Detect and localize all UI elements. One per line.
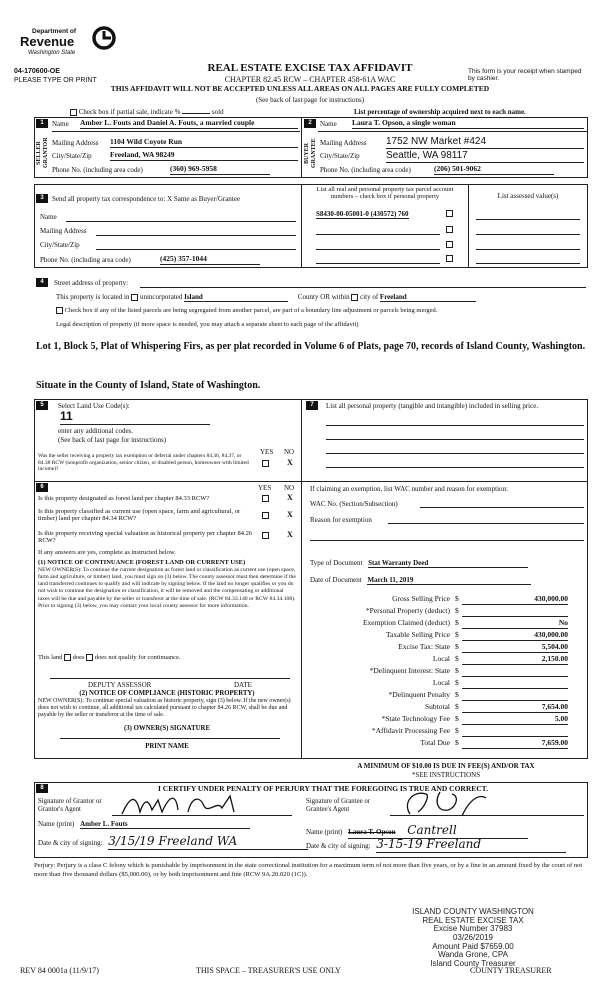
s6-q1: Is this property designated as forest land per chapter 84.33 RCW? xyxy=(38,495,210,502)
amount-value[interactable] xyxy=(462,607,568,617)
section-3-badge: 3 xyxy=(36,194,48,203)
seller-address-label: Mailing Address xyxy=(52,139,99,147)
section-1-badge: 1 xyxy=(36,119,48,128)
street-field[interactable] xyxy=(140,287,586,288)
land-use-label: Select Land Use Code(s): xyxy=(58,402,130,410)
city-of-checkbox[interactable] xyxy=(351,294,358,301)
section-4-badge: 4 xyxy=(36,278,48,287)
seller-phone-label: Phone No. (including area code) xyxy=(52,166,143,174)
certify-text: I CERTIFY UNDER PENALTY OF PERJURY THAT THE FOREGOING IS TRUE AND CORRECT. xyxy=(157,784,488,793)
amount-row: Gross Selling Price $ 430,000.00 xyxy=(392,594,568,603)
amount-value[interactable]: 5.00 xyxy=(462,715,568,725)
amount-label: Local xyxy=(432,678,450,687)
amount-value[interactable]: 2,150.00 xyxy=(462,655,568,665)
buyer-phone[interactable]: (206) 501-9062 xyxy=(434,165,554,175)
notice2-title: (2) NOTICE OF COMPLIANCE (HISTORIC PROPERTY) xyxy=(79,690,255,697)
if-any-yes: If any answers are yes, complete as instructed below. xyxy=(38,549,176,556)
stamp-line-6: Wanda Grone, CPA xyxy=(438,950,508,960)
doc-date-row xyxy=(310,576,531,585)
grantee-date-label: Date & city of signing: xyxy=(306,842,371,850)
deputy-signature-line[interactable] xyxy=(50,678,290,679)
buyer-phone-label: Phone No. (including area code) xyxy=(320,166,411,174)
parcel-1-checkbox[interactable] xyxy=(446,210,453,217)
s6-q2-yes-checkbox[interactable] xyxy=(262,512,269,519)
buyer-name-label: Name xyxy=(320,120,337,128)
amount-row: Excise Tax: State $ 5,504.00 xyxy=(398,642,568,651)
grantee-signature-icon xyxy=(400,788,510,822)
seller-phone[interactable]: (360) 969-5958 xyxy=(170,165,270,175)
unincorporated-label: unincorporated xyxy=(139,293,183,301)
amount-label: Subtotal xyxy=(424,702,450,711)
amount-label: *Personal Property (deduct) xyxy=(365,606,450,615)
corr-phone-label: Phone No. (including area code) xyxy=(40,256,131,264)
print-name-line[interactable] xyxy=(60,738,280,739)
section-2-badge: 2 xyxy=(304,119,316,128)
grantee-print-label: Name (print) xyxy=(306,828,343,836)
doc-date-value[interactable]: March 11, 2019 xyxy=(367,576,531,585)
exempt-yes-checkbox[interactable] xyxy=(262,460,269,467)
amount-row: Local $ xyxy=(310,679,570,690)
treasurer-use-label: THIS SPACE – TREASURER'S USE ONLY xyxy=(196,966,341,975)
seller-city-label: City/State/Zip xyxy=(52,152,92,160)
corr-phone[interactable]: (425) 357-1044 xyxy=(160,255,260,265)
grantor-sig-label: Signature of Grantor or Grantor's Agent xyxy=(38,798,102,813)
s6-q3-no-answer[interactable]: X xyxy=(287,530,293,539)
amount-row: Local $ 2,150.00 xyxy=(432,654,568,663)
logo-sub-text: Washington State xyxy=(28,50,76,56)
form-number: 04-170600-OE xyxy=(14,68,60,75)
amount-value[interactable]: 430,000.00 xyxy=(462,631,568,641)
same-as-buyer-option[interactable]: X Same as Buyer/Grantee xyxy=(167,195,240,203)
corr-name-label: Name xyxy=(40,213,57,221)
parcel-2-checkbox[interactable] xyxy=(446,226,453,233)
print-name-label: PRINT NAME xyxy=(145,743,189,750)
treasurer-stamp xyxy=(388,908,558,968)
wac-note: If claiming an exemption, list WAC number and reason for exemption: xyxy=(310,485,508,493)
doc-type-label: Type of Document xyxy=(310,559,363,567)
exempt-question: Was the seller receiving a property tax exemption or deferral under chapters 84.36, 84.37, or 84.38 RCW (nonprofit organization, senior citizen, or disabled person, homeowner with limited income)? xyxy=(38,453,249,473)
buyer-name[interactable]: Laura T. Opson, a single woman xyxy=(352,119,584,129)
seller-side-label: SELLER GRANTOR xyxy=(36,137,49,169)
legal-description: Lot 1, Block 5, Plat of Whispering Firs, as per plat recorded in Volume 6 of Plats, page 70, records of Island County, Washington. xyxy=(36,341,586,352)
s6-q3: Is this property receiving special valuation as historical property per chapter 84.26 RCW? xyxy=(38,530,253,545)
unincorporated-checkbox[interactable] xyxy=(131,294,138,301)
logo-top-text: Department of xyxy=(32,28,77,35)
section-8-badge: 8 xyxy=(36,784,48,793)
parcel-heading: List all real and personal property tax parcel account numbers – check box if personal property xyxy=(316,186,454,201)
stamp-line-3: Excise Number 37983 xyxy=(433,924,513,934)
amount-label: Excise Tax: State xyxy=(398,642,450,651)
buyer-address-label: Mailing Address xyxy=(320,139,367,147)
ownership-note: List percentage of ownership acquired next to each name. xyxy=(354,108,526,116)
rev-number: REV 84 0001a (11/9/17) xyxy=(20,966,99,975)
logo-main-text: Revenue xyxy=(20,34,75,49)
notice2-body: NEW OWNER(S): To continue special valuation as historic property, sign (3) below. If the new owner(s) does not wish to continue, all additional tax calculated pursuant to chapter 84.26 RCW, shall be due and payable by the seller or transferor at the time of sale. xyxy=(38,698,291,719)
s6-q3-yes-checkbox[interactable] xyxy=(262,532,269,539)
buyer-address[interactable]: 1752 NW Market #424 xyxy=(386,136,584,149)
amount-row: Total Due $ 7,659.00 xyxy=(420,738,568,747)
stamp-line-4: 03/26/2019 xyxy=(452,932,494,942)
grantor-print-row xyxy=(38,820,250,829)
doc-type-value[interactable]: Stat Warranty Deed xyxy=(368,559,528,568)
partial-sale-label: Check box if partial sale, indicate % xyxy=(78,108,181,116)
personal-property-label: List all personal property (tangible and intangible) included in selling price. xyxy=(326,402,539,410)
amount-row: *State Technology Fee $ 5.00 xyxy=(381,714,568,723)
exempt-no-heading: NO xyxy=(284,448,295,456)
see-back-note: (See back of last page for instructions) xyxy=(255,96,365,104)
grantee-sig-label: Signature of Grantee or Grantee's Agent xyxy=(306,798,370,813)
corr-address-label: Mailing Address xyxy=(40,227,87,235)
amount-label: Total Due xyxy=(420,738,450,747)
partial-sale-checkbox[interactable] xyxy=(70,109,77,116)
buyer-city-label: City/State/Zip xyxy=(320,152,360,160)
seller-city[interactable]: Freeland, WA 98249 xyxy=(110,151,298,161)
parcel-4-checkbox[interactable] xyxy=(446,255,453,262)
form-warning: THIS AFFIDAVIT WILL NOT BE ACCEPTED UNLESS ALL AREAS ON ALL PAGES ARE FULLY COMPLETED xyxy=(110,84,490,93)
situate-text: Situate in the County of Island, State of Washington. xyxy=(36,380,261,391)
located-in-label: This property is located in xyxy=(56,293,130,301)
grantee-print-name[interactable]: Laura T. Opson xyxy=(348,828,396,836)
land-use-see-back: (See back of last page for instructions) xyxy=(58,436,167,444)
does-checkbox[interactable] xyxy=(64,654,71,661)
city-of-label: city of xyxy=(360,293,379,301)
does-label: does xyxy=(72,654,85,661)
does-not-checkbox[interactable] xyxy=(86,654,93,661)
amount-value[interactable] xyxy=(462,679,568,689)
s6-yes-heading: YES xyxy=(258,484,272,492)
amount-value[interactable] xyxy=(462,691,568,701)
exempt-no-answer[interactable]: X xyxy=(287,458,293,467)
grantor-date-label: Date & city of signing: xyxy=(38,839,103,847)
located-row xyxy=(56,293,586,302)
grantor-signature-icon xyxy=(118,792,258,818)
s6-q2-no-answer[interactable]: X xyxy=(287,510,293,519)
partial-sale-row xyxy=(70,108,224,116)
amount-value[interactable]: 7,659.00 xyxy=(462,739,568,749)
amount-value[interactable] xyxy=(462,667,568,677)
parcel-3-checkbox[interactable] xyxy=(446,241,453,248)
doc-type-row xyxy=(310,559,528,568)
reason-field[interactable] xyxy=(388,523,584,524)
corr-city-label: City/State/Zip xyxy=(40,241,80,249)
exempt-yes-heading: YES xyxy=(260,448,274,456)
amount-row: Subtotal $ 7,654.00 xyxy=(424,702,568,711)
doc-date-label: Date of Document xyxy=(310,576,362,584)
amount-row: Exemption Claimed (deduct) $ No xyxy=(362,618,568,627)
wa-logo-icon xyxy=(92,26,116,50)
partial-sale-pct-field[interactable] xyxy=(182,113,210,114)
amount-value[interactable] xyxy=(462,727,568,737)
s6-q1-yes-checkbox[interactable] xyxy=(262,495,269,502)
owner-signature-label: (3) OWNER(S) SIGNATURE xyxy=(124,725,210,732)
buyer-city[interactable]: Seattle, WA 98117 xyxy=(386,150,584,163)
form-title: REAL ESTATE EXCISE TAX AFFIDAVIT xyxy=(207,62,413,74)
amount-row: Taxable Selling Price $ 430,000.00 xyxy=(385,630,568,639)
stamp-line-5: Amount Paid $7659.00 xyxy=(432,941,514,951)
s6-q1-no-answer[interactable]: X xyxy=(287,493,293,502)
segregated-checkbox[interactable] xyxy=(56,307,63,314)
correspondence-heading-text: Send all property tax correspondence to: xyxy=(52,195,166,203)
county-value[interactable]: Island xyxy=(184,293,288,302)
perjury-note: Perjury: Perjury is a class C felony which is punishable by imprisonment in the state correctional institution for a maximum term of not more than five years, or by a fine in an amount fixed by the court of not more than five thousand dollars ($5,000.00), or by both imprisonment and fine (RCW 9A.20.020 (1C)). xyxy=(34,862,583,878)
grantor-date-row xyxy=(38,835,308,850)
partial-sold-label: sold xyxy=(211,108,224,116)
deputy-label: DEPUTY ASSESSOR xyxy=(88,681,152,689)
this-land-label: This land xyxy=(38,654,63,661)
amount-label: Exemption Claimed (deduct) xyxy=(362,618,450,627)
amount-value[interactable]: 7,654.00 xyxy=(462,703,568,713)
amount-row: *Delinquent Interest: State $ xyxy=(310,667,570,678)
amount-value[interactable]: No xyxy=(462,619,568,629)
correspondence-heading xyxy=(52,195,240,203)
amount-label: *Affidavit Processing Fee xyxy=(371,726,450,735)
does-not-label: does not qualify for continuance. xyxy=(94,654,181,661)
seller-name-label: Name xyxy=(52,120,69,128)
grantor-print-label: Name (print) xyxy=(38,820,75,828)
minimum-note: A MINIMUM OF $10.00 IS DUE IN FEE(S) AND/OR TAX xyxy=(357,762,535,770)
amount-label: Taxable Selling Price xyxy=(385,630,450,639)
legal-note: Legal description of property (if more space is needed, you may attach a separate sheet to each page of the affidavit) xyxy=(56,321,359,328)
amount-label: *Delinquent Interest: State xyxy=(369,666,450,675)
seller-name[interactable]: Amber L. Fouts and Daniel A. Fouts, a married couple xyxy=(80,119,298,129)
grantee-date-row xyxy=(306,838,566,853)
section-6-badge: 6 xyxy=(36,483,48,492)
segregated-note: Check box if any of the listed parcels are being segregated from another parcel, are part of a boundary line adjustment or parcels being merged. xyxy=(64,307,438,314)
assessed-heading: List assessed value(s) xyxy=(497,192,559,200)
city-value[interactable]: Freeland xyxy=(380,293,476,302)
land-use-code[interactable]: 11 xyxy=(60,410,210,425)
reason-label: Reason for exemption xyxy=(310,516,372,524)
stamp-line-1: ISLAND COUNTY WASHINGTON xyxy=(412,907,534,916)
amount-row: *Affidavit Processing Fee $ xyxy=(310,727,570,738)
notice1-title: (1) NOTICE OF CONTINUANCE (FOREST LAND OR CURRENT USE) xyxy=(38,559,246,566)
s6-no-heading: NO xyxy=(284,484,295,492)
amount-value[interactable]: 430,000.00 xyxy=(462,595,568,605)
grantor-date-value[interactable]: 3/15/19 Freeland WA xyxy=(108,835,308,850)
grantor-print-name[interactable]: Amber L. Fouts xyxy=(80,820,250,829)
amount-label: Local xyxy=(432,654,450,663)
grantee-print-hand: Cantrell xyxy=(407,823,457,837)
deputy-date-label: DATE xyxy=(234,681,252,689)
receipt-note: This form is your receipt when stamped by cashier. xyxy=(468,68,582,83)
see-instructions: *SEE INSTRUCTIONS xyxy=(411,771,481,779)
amount-row: *Delinquent Penalty $ xyxy=(310,691,570,702)
segregated-row xyxy=(56,307,586,314)
section-5-badge: 5 xyxy=(36,401,48,410)
buyer-side-label: BUYER GRANTEE xyxy=(304,138,317,168)
stamp-line-7: Island County Treasurer xyxy=(430,958,516,968)
wac-field[interactable] xyxy=(420,507,584,508)
parcel-number-1[interactable]: S8430-00-05001-0 (430572) 760 xyxy=(316,210,409,218)
wac-label: WAC No. (Section/Subsection) xyxy=(310,500,398,508)
dor-logo xyxy=(16,26,116,62)
stamp-line-2: REAL ESTATE EXCISE TAX xyxy=(422,915,524,925)
amount-value[interactable]: 5,504.00 xyxy=(462,643,568,653)
grantee-date-value[interactable]: 3-15-19 Freeland xyxy=(376,838,566,853)
seller-address[interactable]: 1104 Wild Coyote Run xyxy=(110,138,298,148)
additional-codes: enter any additional codes. xyxy=(58,427,134,435)
please-type: PLEASE TYPE OR PRINT xyxy=(14,77,97,84)
county-or-label: County OR within xyxy=(297,293,350,301)
street-label: Street address of property: xyxy=(54,279,129,287)
this-land-row xyxy=(38,654,181,661)
section-7-badge: 7 xyxy=(306,401,318,410)
amount-label: *Delinquent Penalty xyxy=(388,690,450,699)
form-chapter: CHAPTER 82.45 RCW – CHAPTER 458-61A WAC xyxy=(224,75,396,84)
amount-row: *Personal Property (deduct) $ xyxy=(310,607,570,618)
amount-label: Gross Selling Price xyxy=(392,594,450,603)
s6-q2: Is this property classified as current use (open space, farm and agricultural, or timber) land per chapter 84.34 RCW? xyxy=(38,508,241,523)
amount-label: *State Technology Fee xyxy=(381,714,450,723)
notice1-body: NEW OWNER(S): To continue the current designation as forest land or classification as current use (open space, farm and agriculture, or timber) land, you must sign on (3) below. The county assessor must then determine if the land transferred continues to qualify and will indicate by signing below. If the land no longer qualifies or you do not wish to continue the designation or classification, it will be removed and the compensating or additional taxes will be due and payable by the seller or transferor at the time of sale. (RCW 84.33.140 or RCW 84.34.108). Prior to signing (3) below, you may contact your local county assessor for more information. xyxy=(38,567,296,609)
county-treasurer-label: COUNTY TREASURER xyxy=(470,966,552,975)
